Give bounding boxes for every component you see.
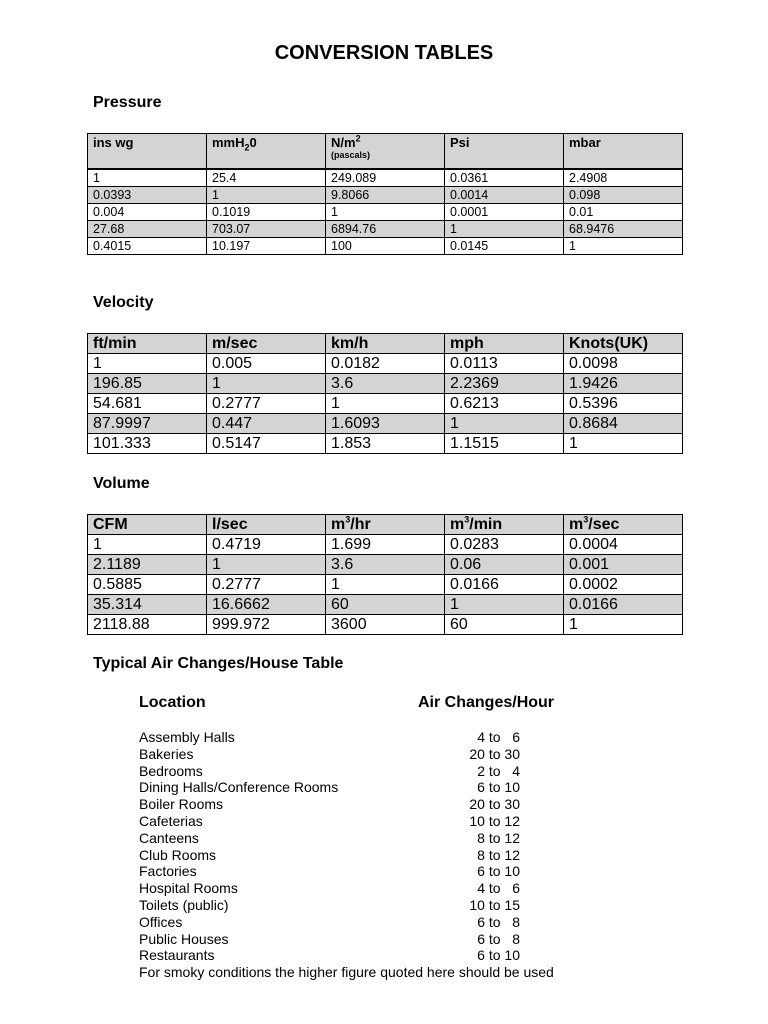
- header-label-pre: m: [450, 516, 465, 533]
- table-cell: 100: [326, 238, 445, 255]
- air-changes-value: 8 to 12: [477, 846, 520, 863]
- table-cell: 0.0361: [445, 169, 564, 187]
- table-cell: 87.9997: [88, 414, 207, 434]
- table-cell: 0.0283: [445, 535, 564, 555]
- air-changes-value: 8 to 12: [477, 829, 520, 846]
- table-cell: 1: [564, 434, 683, 454]
- table-cell: 0.0004: [564, 535, 683, 555]
- table-cell: 2118.88: [88, 615, 207, 635]
- table-cell: 25.4: [207, 169, 326, 187]
- table-cell: 0.004: [88, 204, 207, 221]
- velocity-header-cell: mph: [445, 334, 564, 354]
- table-cell: 1: [445, 414, 564, 434]
- table-cell: 1: [564, 615, 683, 635]
- header-label: CFM: [93, 516, 128, 533]
- pressure-header-row: [88, 134, 683, 170]
- header-label-pre: m: [331, 516, 346, 533]
- location-label: Factories: [139, 863, 197, 880]
- table-cell: 54.681: [88, 394, 207, 414]
- table-cell: 3.6: [326, 555, 445, 575]
- table-cell: 0.1019: [207, 204, 326, 221]
- table-cell: 0.0098: [564, 354, 683, 374]
- velocity-header-cell: ft/min: [88, 334, 207, 354]
- table-cell: 0.447: [207, 414, 326, 434]
- pressure-header-mbar: [564, 134, 683, 170]
- table-cell: 101.333: [88, 434, 207, 454]
- list-item: [139, 796, 539, 813]
- velocity-header-row: [88, 334, 683, 354]
- header-label: mmH: [212, 135, 245, 150]
- table-row: [88, 354, 683, 374]
- volume-header-m3-sec: [564, 515, 683, 535]
- location-label: Hospital Rooms: [139, 880, 238, 897]
- location-label: Bakeries: [139, 745, 194, 762]
- table-row: [88, 615, 683, 635]
- table-cell: 0.4719: [207, 535, 326, 555]
- location-label: Dining Halls/Conference Rooms: [139, 779, 339, 796]
- footnote: For smoky conditions the higher figure quoted here should be used: [139, 964, 554, 980]
- table-row: [88, 434, 683, 454]
- air-changes-value: 4 to 6: [477, 880, 520, 897]
- table-row: [88, 374, 683, 394]
- air-changes-value: 10 to 12: [469, 812, 520, 829]
- table-cell: 0.0113: [445, 354, 564, 374]
- air-changes-value: 4 to 6: [477, 729, 520, 745]
- table-cell: 0.4015: [88, 238, 207, 255]
- location-label: Bedrooms: [139, 762, 203, 779]
- header-label: /sec: [588, 516, 620, 533]
- table-cell: 2.4908: [564, 169, 683, 187]
- table-cell: 3600: [326, 615, 445, 635]
- location-label: Canteens: [139, 829, 199, 846]
- pressure-header-n-m2: [326, 134, 445, 170]
- velocity-heading: Velocity: [93, 294, 154, 311]
- list-item: [139, 847, 539, 864]
- table-cell: 1.699: [326, 535, 445, 555]
- air-changes-value: 20 to 30: [469, 796, 520, 813]
- location-label: Cafeterias: [139, 812, 203, 829]
- pressure-heading: Pressure: [93, 94, 162, 111]
- header-label: /min: [469, 516, 503, 533]
- list-item: [139, 897, 539, 914]
- header-label: ins wg: [93, 135, 134, 150]
- header-label: N/m: [331, 135, 356, 150]
- list-item: [139, 763, 539, 780]
- table-row: [88, 535, 683, 555]
- table-cell: 1.9426: [564, 374, 683, 394]
- table-cell: 0.8684: [564, 414, 683, 434]
- air-changes-value: 10 to 15: [469, 896, 520, 913]
- header-superscript: 3: [583, 514, 589, 525]
- table-row: [88, 555, 683, 575]
- list-item: [139, 863, 539, 880]
- table-cell: 0.0182: [326, 354, 445, 374]
- air-changes-value: 6 to 10: [477, 779, 520, 796]
- table-cell: 0.005: [207, 354, 326, 374]
- table-cell: 0.01: [564, 204, 683, 221]
- list-item: [139, 880, 539, 897]
- air-changes-value: 2 to 4: [477, 762, 520, 779]
- table-cell: 0.0145: [445, 238, 564, 255]
- table-cell: 1: [207, 187, 326, 204]
- table-cell: 1: [326, 394, 445, 414]
- table-row: [88, 575, 683, 595]
- table-cell: 9.8066: [326, 187, 445, 204]
- table-cell: 0.06: [445, 555, 564, 575]
- header-superscript: 3: [345, 514, 351, 525]
- table-cell: 196.85: [88, 374, 207, 394]
- volume-header-cfm: [88, 515, 207, 535]
- air-changes-column-header: Air Changes/Hour: [418, 694, 555, 711]
- volume-header-m3-hr: [326, 515, 445, 535]
- table-cell: 999.972: [207, 615, 326, 635]
- volume-heading: Volume: [93, 475, 150, 492]
- header-label-tail: 0: [249, 135, 257, 150]
- list-item: [139, 947, 539, 964]
- table-cell: 1.853: [326, 434, 445, 454]
- table-row: [88, 595, 683, 615]
- table-cell: 1: [326, 204, 445, 221]
- location-label: Offices: [139, 913, 183, 930]
- header-superscript: 3: [464, 514, 470, 525]
- header-label: /hr: [350, 516, 371, 533]
- table-cell: 1.6093: [326, 414, 445, 434]
- table-row: [88, 204, 683, 221]
- table-cell: 1: [88, 354, 207, 374]
- header-label-pre: m: [569, 516, 584, 533]
- table-row: [88, 187, 683, 204]
- table-cell: 60: [445, 615, 564, 635]
- table-cell: 0.0002: [564, 575, 683, 595]
- table-cell: 0.0014: [445, 187, 564, 204]
- air-changes-value: 6 to 8: [477, 930, 520, 947]
- air-changes-value: 6 to 10: [477, 947, 520, 964]
- table-cell: 6894.76: [326, 221, 445, 238]
- location-label: Public Houses: [139, 930, 229, 947]
- table-cell: 1: [88, 535, 207, 555]
- table-cell: 249.089: [326, 169, 445, 187]
- header-note: (pascals): [331, 150, 371, 160]
- header-superscript: 2: [355, 133, 361, 144]
- location-label: Boiler Rooms: [139, 796, 224, 813]
- table-cell: 0.0166: [564, 595, 683, 615]
- header-label: mbar: [569, 135, 601, 150]
- table-cell: 0.0001: [445, 204, 564, 221]
- table-row: [88, 221, 683, 238]
- table-cell: 1: [88, 169, 207, 187]
- table-cell: 1.1515: [445, 434, 564, 454]
- header-subscript: 2: [244, 142, 250, 153]
- location-label: Club Rooms: [139, 846, 217, 863]
- table-cell: 10.197: [207, 238, 326, 255]
- pressure-header-ins-wg: [88, 134, 207, 170]
- table-row: [88, 414, 683, 434]
- location-column-header: Location: [139, 694, 206, 711]
- list-item: [139, 914, 539, 931]
- table-cell: 703.07: [207, 221, 326, 238]
- table-cell: 0.6213: [445, 394, 564, 414]
- table-cell: 3.6: [326, 374, 445, 394]
- list-item: [139, 729, 539, 746]
- velocity-header-cell: m/sec: [207, 334, 326, 354]
- air-changes-heading: Typical Air Changes/House Table: [93, 655, 344, 672]
- list-item: [139, 813, 539, 830]
- table-cell: 0.0166: [445, 575, 564, 595]
- table-cell: 1: [445, 221, 564, 238]
- table-cell: 0.5885: [88, 575, 207, 595]
- table-cell: 60: [326, 595, 445, 615]
- header-label: l/sec: [212, 516, 248, 533]
- table-row: [88, 238, 683, 255]
- volume-header-l-sec: [207, 515, 326, 535]
- table-cell: 0.2777: [207, 575, 326, 595]
- list-item: [139, 779, 539, 796]
- table-cell: 16.6662: [207, 595, 326, 615]
- table-cell: 0.098: [564, 187, 683, 204]
- table-cell: 0.0393: [88, 187, 207, 204]
- velocity-header-cell: Knots(UK): [564, 334, 683, 354]
- location-label: Assembly Halls: [139, 729, 235, 745]
- table-cell: 0.001: [564, 555, 683, 575]
- table-cell: 27.68: [88, 221, 207, 238]
- table-cell: 2.2369: [445, 374, 564, 394]
- table-cell: 68.9476: [564, 221, 683, 238]
- table-cell: 0.2777: [207, 394, 326, 414]
- table-row: [88, 169, 683, 187]
- air-changes-value: 6 to 8: [477, 913, 520, 930]
- table-cell: 0.5147: [207, 434, 326, 454]
- table-cell: 2.1189: [88, 555, 207, 575]
- header-label: Psi: [450, 135, 470, 150]
- table-cell: 0.5396: [564, 394, 683, 414]
- volume-header-m3-min: [445, 515, 564, 535]
- table-cell: 1: [564, 238, 683, 255]
- location-label: Toilets (public): [139, 896, 229, 913]
- table-cell: 1: [207, 374, 326, 394]
- table-row: [88, 394, 683, 414]
- velocity-table: [87, 333, 683, 454]
- volume-table: [87, 514, 683, 635]
- air-changes-value: 20 to 30: [469, 745, 520, 762]
- pressure-header-psi: [445, 134, 564, 170]
- table-cell: 35.314: [88, 595, 207, 615]
- pressure-header-mmh2o: [207, 134, 326, 170]
- velocity-header-cell: km/h: [326, 334, 445, 354]
- volume-header-row: [88, 515, 683, 535]
- list-item: [139, 830, 539, 847]
- table-cell: 1: [326, 575, 445, 595]
- location-label: Restaurants: [139, 947, 215, 964]
- pressure-table: [87, 133, 683, 255]
- page-title: CONVERSION TABLES: [274, 42, 494, 64]
- table-cell: 1: [445, 595, 564, 615]
- air-changes-list: [139, 729, 539, 964]
- list-item: [139, 931, 539, 948]
- table-cell: 1: [207, 555, 326, 575]
- list-item: [139, 746, 539, 763]
- air-changes-value: 6 to 10: [477, 863, 520, 880]
